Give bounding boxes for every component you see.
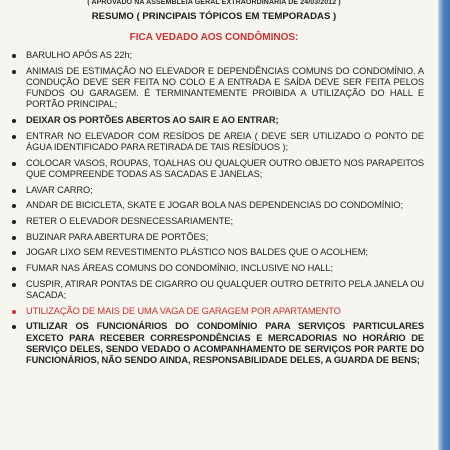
rule-item: RETER O ELEVADOR DESNECESSARIAMENTE; — [4, 216, 424, 227]
rule-item: BARULHO APÓS AS 22h; — [4, 50, 424, 61]
rule-item: UTILIZAR OS FUNCIONÁRIOS DO CONDOMÍNIO PARA SERVIÇOS PARTICULARES EXCETO PARA RECEBER CORRESPONDÊNCIAS E MERCADORIAS NO HORÁRIO DE SERVIÇO DELES, SENDO VEDADO O ACOMPANHAMENTO DE SERVIÇOS POR PARTE DO FUNCIONÁRIOS, NÃO SENDO AINDA, RESPONSABILIDADE DELES, A GUARDA DE BENS; — [4, 321, 424, 366]
rule-item-highlight: UTILIZAÇÃO DE MAIS DE UMA VAGA DE GARAGEM POR APARTAMENTO — [4, 306, 424, 317]
rule-item: CUSPIR, ATIRAR PONTAS DE CIGARRO OU QUALQUER OUTRO DETRITO PELA JANELA OU SACADA; — [4, 279, 424, 301]
approval-note: ( APROVADO NA ASSEMBLEIA GERAL EXTRAORDINÁRIA DE 24/03/2012 ) — [87, 0, 341, 6]
rule-item: ANIMAIS DE ESTIMAÇÃO NO ELEVADOR E DEPENDÊNCIAS COMUNS DO CONDOMÍNIO. A CONDUÇÃO DEVE SER FEITA NO COLO E A ENTRADA E SAÍDA DEVE SER FEITA PELOS FUNDOS OU GARAGEM. É TERMINANTEMENTE PROIBIDA A UTILIZAÇÃO DO HALL E PORTÃO PRINCIPAL; — [4, 66, 424, 111]
rule-item: ANDAR DE BICICLETA, SKATE E JOGAR BOLA NAS DEPENDENCIAS DO CONDOMÍNIO; — [4, 200, 424, 211]
binder-edge — [438, 0, 450, 450]
rule-item: FUMAR NAS ÁREAS COMUNS DO CONDOMÍNIO, INCLUSIVE NO HALL; — [4, 263, 424, 274]
rule-item: LAVAR CARRO; — [4, 185, 424, 196]
rule-item: JOGAR LIXO SEM REVESTIMENTO PLÁSTICO NOS BALDES QUE O ACOLHEM; — [4, 247, 424, 258]
rule-item: COLOCAR VASOS, ROUPAS, TOALHAS OU QUALQUER OUTRO OBJETO NOS PARAPEITOS QUE COMPREENDE TODAS AS SACADAS E JANELAS; — [4, 158, 424, 180]
rules-list — [4, 50, 424, 366]
prohibitions-heading: FICA VEDADO AOS CONDÔMINOS: — [129, 32, 299, 43]
rule-item: DEIXAR OS PORTÕES ABERTOS AO SAIR E AO ENTRAR; — [4, 115, 424, 126]
rule-item: BUZINAR PARA ABERTURA DE PORTÕES; — [4, 232, 424, 243]
rule-item: ENTRAR NO ELEVADOR COM RESÍDOS DE AREIA ( DEVE SER UTILIZADO O PONTO DE ÁGUA IDENTIFICADO PARA RETIRADA DE TAIS RESÍDUOS ); — [4, 131, 424, 153]
document-title: RESUMO ( PRINCIPAIS TÓPICOS EM TEMPORADAS ) — [91, 11, 337, 22]
